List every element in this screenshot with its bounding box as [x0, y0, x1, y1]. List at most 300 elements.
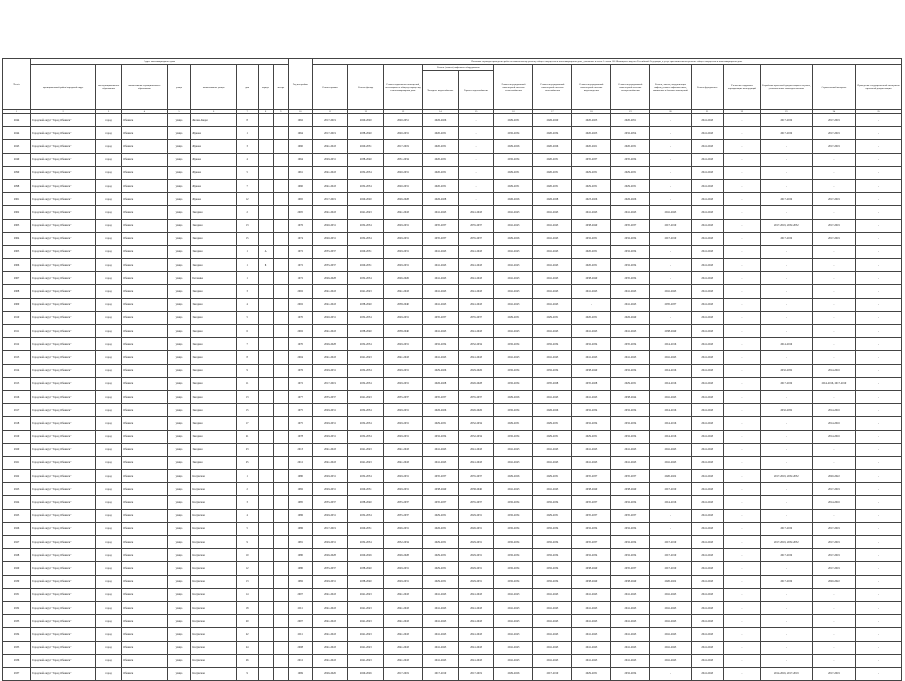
- table-cell: Обнинск: [122, 562, 167, 575]
- table-cell: 1986: [288, 509, 312, 522]
- table-cell: Б: [258, 259, 273, 272]
- header-col-22: Утепление наружных ограждающих конструкций: [723, 65, 760, 110]
- table-cell: 2032-2034: [494, 549, 533, 562]
- table-cell: 2029-2031: [572, 430, 611, 443]
- table-cell: 1962: [288, 114, 312, 127]
- table-cell: город: [96, 641, 122, 654]
- table-cell: 2041-2043: [572, 654, 611, 667]
- table-cell: улица: [167, 114, 191, 127]
- table-cell: [273, 549, 288, 562]
- table-cell: 1961: [288, 166, 312, 179]
- table-cell: город: [96, 232, 122, 245]
- table-cell: Жукова: [191, 166, 236, 179]
- table-cell: 2903: [3, 219, 31, 232]
- table-cell: Обнинск: [122, 615, 167, 628]
- table-cell: -: [723, 179, 760, 192]
- table-cell: Городской округ "Город Обнинск": [31, 456, 96, 469]
- table-cell: 2038-2040: [611, 575, 650, 588]
- table-cell: Обнинск: [122, 483, 167, 496]
- table-cell: -: [723, 390, 760, 403]
- table-cell: город: [96, 549, 122, 562]
- table-cell: -: [812, 588, 855, 601]
- table-cell: Городской округ "Город Обнинск": [31, 483, 96, 496]
- table-cell: 1981: [288, 536, 312, 549]
- table-cell: Обнинск: [122, 206, 167, 219]
- table-cell: улица: [167, 443, 191, 456]
- table-cell: 2035-2037: [611, 509, 650, 522]
- table-cell: 2029-2031: [312, 417, 348, 430]
- table-cell: 2029-2031: [384, 470, 423, 483]
- table-cell: 2026-2028: [384, 549, 423, 562]
- table-cell: 2035-2037: [458, 311, 494, 324]
- table-cell: улица: [167, 377, 191, 390]
- table-cell: Жукова: [191, 193, 236, 206]
- header-col-24: Строительный контроль: [812, 65, 855, 110]
- table-cell: 2035-2037: [423, 470, 459, 483]
- table-cell: 2017-2019: [812, 483, 855, 496]
- table-cell: 10: [236, 549, 258, 562]
- table-cell: 2041-2043: [691, 298, 723, 311]
- table-cell: 2032-2034: [348, 219, 384, 232]
- column-number: 22: [723, 110, 760, 114]
- table-row: [3, 127, 902, 140]
- table-cell: 2012: [288, 654, 312, 667]
- table-cell: Обнинск: [122, 443, 167, 456]
- table-cell: [258, 496, 273, 509]
- table-cell: -: [723, 562, 760, 575]
- table-cell: -: [856, 311, 902, 324]
- table-cell: Калужская: [191, 549, 236, 562]
- table-cell: Городской округ "Город Обнинск": [31, 390, 96, 403]
- table-cell: 2014-2016: [650, 404, 691, 417]
- table-cell: 23: [236, 443, 258, 456]
- table-cell: 2029-2031: [494, 311, 533, 324]
- table-cell: 2017-2019: [650, 549, 691, 562]
- table-cell: 2041-2043: [691, 641, 723, 654]
- table-cell: Городской округ "Город Обнинск": [31, 522, 96, 535]
- table-cell: -: [760, 245, 812, 258]
- table-cell: 2041-2043: [691, 140, 723, 153]
- table-cell: 2041-2043: [384, 601, 423, 614]
- table-cell: 2029-2026: [494, 232, 533, 245]
- table-cell: 17: [236, 417, 258, 430]
- table-cell: 2029-2026: [494, 470, 533, 483]
- table-cell: -: [760, 311, 812, 324]
- table-cell: [273, 417, 288, 430]
- table-cell: 2035-2037: [611, 470, 650, 483]
- table-cell: -: [723, 575, 760, 588]
- table-cell: -: [723, 338, 760, 351]
- table-cell: 2032-2034: [611, 232, 650, 245]
- table-cell: 2014-2016: [650, 377, 691, 390]
- table-cell: Звездная: [191, 404, 236, 417]
- table-cell: Городской округ "Город Обнинск": [31, 166, 96, 179]
- table-cell: Обнинск: [122, 166, 167, 179]
- table-cell: 2041-2043: [348, 615, 384, 628]
- table-cell: 2026-2031: [384, 522, 423, 535]
- table-cell: 2041-2043: [572, 641, 611, 654]
- table-cell: 2041-2043: [533, 259, 572, 272]
- table-row: [3, 549, 902, 562]
- header-col-10: Год постройки: [288, 59, 312, 110]
- table-cell: 2041-2043: [691, 417, 723, 430]
- table-cell: 2020-2031: [312, 219, 348, 232]
- table-cell: 2029-2031: [312, 509, 348, 522]
- column-number: 20: [650, 110, 691, 114]
- table-cell: 1975: [288, 404, 312, 417]
- table-cell: 2041-2043: [423, 272, 459, 285]
- table-body: [3, 114, 902, 681]
- table-cell: 2041-2043: [650, 615, 691, 628]
- table-cell: Калужская: [191, 536, 236, 549]
- table-cell: 2017-2019: [760, 193, 812, 206]
- table-cell: 2035-2037: [611, 562, 650, 575]
- table-cell: 5: [236, 311, 258, 324]
- table-cell: -: [723, 641, 760, 654]
- table-cell: -: [760, 588, 812, 601]
- table-cell: 2008: [288, 641, 312, 654]
- table-row: [3, 351, 902, 364]
- table-cell: Городской округ "Город Обнинск": [31, 443, 96, 456]
- table-cell: 13: [236, 575, 258, 588]
- table-cell: -: [723, 364, 760, 377]
- table-cell: 2026-2026: [423, 114, 459, 127]
- table-cell: 2017-2019: [384, 667, 423, 680]
- table-cell: 2921: [3, 456, 31, 469]
- header-col-17: Ремонт внутридомовой инженерной системы газоснабжения: [533, 65, 572, 110]
- table-cell: 2017-2019: [812, 232, 855, 245]
- table-cell: 2002: [288, 285, 312, 298]
- table-cell: 2017-2019: [760, 575, 812, 588]
- table-cell: 2029-2031: [572, 667, 611, 680]
- table-row: [3, 456, 902, 469]
- column-number: 10: [288, 110, 312, 114]
- column-number: 21: [691, 110, 723, 114]
- table-cell: [258, 430, 273, 443]
- table-cell: 2041-2043: [691, 166, 723, 179]
- table-cell: 2041-2043: [494, 588, 533, 601]
- capital-repair-schedule-sheet: [2, 58, 902, 681]
- table-cell: [273, 456, 288, 469]
- table-cell: 2032-2034: [533, 338, 572, 351]
- table-row: [3, 153, 902, 166]
- table-cell: -: [458, 114, 494, 127]
- table-cell: -: [856, 127, 902, 140]
- table-cell: 2032-2034: [494, 153, 533, 166]
- table-cell: Звездная: [191, 206, 236, 219]
- table-cell: 2041-2043: [533, 285, 572, 298]
- header-col-12: Ремонт фасада: [348, 65, 384, 110]
- table-cell: [273, 364, 288, 377]
- column-number: 19: [611, 110, 650, 114]
- table-cell: -: [856, 509, 902, 522]
- table-cell: [273, 377, 288, 390]
- table-cell: 2029-2026: [494, 140, 533, 153]
- table-cell: 2041-2043: [458, 628, 494, 641]
- table-cell: город: [96, 430, 122, 443]
- table-cell: 2932: [3, 601, 31, 614]
- table-cell: 2026-2028: [423, 377, 459, 390]
- table-cell: Городской округ "Город Обнинск": [31, 364, 96, 377]
- table-cell: Обнинск: [122, 536, 167, 549]
- table-cell: город: [96, 259, 122, 272]
- table-cell: 2020-2031: [533, 166, 572, 179]
- table-cell: Обнинск: [122, 364, 167, 377]
- table-cell: Калужская: [191, 562, 236, 575]
- table-cell: 2041-2043: [691, 285, 723, 298]
- table-cell: [258, 575, 273, 588]
- table-cell: 2020-2031: [312, 311, 348, 324]
- table-cell: 2041-2043: [494, 245, 533, 258]
- table-cell: 2026-2028: [458, 377, 494, 390]
- table-cell: 2020-2031: [384, 166, 423, 179]
- table-cell: 2041-2043: [494, 206, 533, 219]
- table-cell: 2041-2043: [691, 364, 723, 377]
- table-cell: 2032-2034: [348, 509, 384, 522]
- table-cell: -: [723, 127, 760, 140]
- table-cell: 2017-2019: [312, 114, 348, 127]
- table-cell: 2041-2043: [384, 588, 423, 601]
- table-cell: 2041-2043: [458, 206, 494, 219]
- column-number: 7: [236, 110, 258, 114]
- table-cell: 2041-2043: [423, 351, 459, 364]
- table-cell: 2029-2031: [572, 166, 611, 179]
- table-cell: 2032-2034: [494, 575, 533, 588]
- table-cell: Городской округ "Город Обнинск": [31, 127, 96, 140]
- table-cell: 1965: [288, 193, 312, 206]
- table-row: [3, 404, 902, 417]
- table-cell: 4: [236, 509, 258, 522]
- table-cell: 2032-2034: [611, 245, 650, 258]
- table-cell: город: [96, 417, 122, 430]
- table-row: [3, 496, 902, 509]
- table-cell: 2038-2040: [572, 364, 611, 377]
- table-cell: 2041-2043: [533, 390, 572, 403]
- table-cell: Обнинск: [122, 390, 167, 403]
- table-cell: город: [96, 522, 122, 535]
- table-cell: -: [812, 298, 855, 311]
- table-cell: [258, 325, 273, 338]
- table-cell: -: [856, 417, 902, 430]
- table-cell: [273, 654, 288, 667]
- table-cell: 2041-2043: [691, 667, 723, 680]
- table-row: [3, 430, 902, 443]
- table-cell: 2020-2022: [650, 575, 691, 588]
- table-cell: 2014-2016: [812, 404, 855, 417]
- table-cell: 2041-2043: [312, 601, 348, 614]
- table-cell: улица: [167, 179, 191, 192]
- table-cell: Калужская: [191, 654, 236, 667]
- table-row: [3, 193, 902, 206]
- table-cell: -: [723, 483, 760, 496]
- table-cell: 2029-2031: [533, 470, 572, 483]
- table-cell: 2041-2043: [572, 456, 611, 469]
- table-cell: -: [723, 206, 760, 219]
- table-cell: город: [96, 509, 122, 522]
- table-cell: 2041-2043: [494, 641, 533, 654]
- table-cell: 2026-2026: [611, 193, 650, 206]
- table-cell: Звездная: [191, 311, 236, 324]
- table-cell: 2032-2034: [533, 496, 572, 509]
- table-cell: Обнинск: [122, 654, 167, 667]
- table-cell: 2032-2034: [572, 417, 611, 430]
- table-cell: 2041-2043: [348, 588, 384, 601]
- table-cell: 2041-2043: [494, 259, 533, 272]
- table-cell: 2041-2043: [312, 588, 348, 601]
- table-row: [3, 179, 902, 192]
- table-cell: 2032-2034: [611, 536, 650, 549]
- table-cell: 2041-2043: [650, 390, 691, 403]
- column-number: 15: [458, 110, 494, 114]
- table-cell: 2026-2020: [533, 114, 572, 127]
- table-cell: 2041-2043: [312, 443, 348, 456]
- table-cell: 2041-2043: [423, 628, 459, 641]
- table-cell: 2029-2031: [384, 377, 423, 390]
- table-cell: Обнинск: [122, 509, 167, 522]
- table-row: [3, 259, 902, 272]
- table-cell: 2041-2043: [611, 351, 650, 364]
- table-cell: 2041-2043: [611, 628, 650, 641]
- table-cell: 2041-2043: [533, 654, 572, 667]
- table-cell: 2029-2031: [312, 430, 348, 443]
- table-cell: Звездная: [191, 245, 236, 258]
- table-cell: 2041-2043: [494, 443, 533, 456]
- table-row: [3, 588, 902, 601]
- table-cell: 2038-2040: [384, 325, 423, 338]
- table-cell: 1: [236, 470, 258, 483]
- table-cell: 2041-2043: [691, 259, 723, 272]
- table-cell: 2029-2031: [458, 509, 494, 522]
- table-cell: -: [458, 127, 494, 140]
- table-cell: 2029-2031: [384, 575, 423, 588]
- table-cell: 2041-2043: [691, 483, 723, 496]
- table-cell: 2041-2043: [494, 325, 533, 338]
- table-cell: 2029-2031: [611, 377, 650, 390]
- table-cell: 2041-2043: [494, 285, 533, 298]
- table-cell: 2032-2031: [572, 232, 611, 245]
- table-cell: 2041-2043: [494, 219, 533, 232]
- table-cell: -: [723, 114, 760, 127]
- table-cell: -: [723, 193, 760, 206]
- table-cell: Звездная: [191, 430, 236, 443]
- table-cell: 2041-2043: [348, 285, 384, 298]
- table-cell: Городской округ "Город Обнинск": [31, 641, 96, 654]
- table-cell: 7: [236, 179, 258, 192]
- table-cell: 2098: [3, 179, 31, 192]
- table-cell: 2041-2043: [533, 245, 572, 258]
- table-cell: 1964: [288, 153, 312, 166]
- table-cell: Городской округ "Город Обнинск": [31, 628, 96, 641]
- table-cell: 2911: [3, 325, 31, 338]
- table-cell: 2017-2019, 2032-2032: [760, 536, 812, 549]
- table-cell: 2041-2043: [458, 325, 494, 338]
- table-cell: 2017-2019, 2032-2032: [760, 219, 812, 232]
- table-cell: -: [760, 443, 812, 456]
- table-cell: 2035-2037: [384, 390, 423, 403]
- table-cell: 2041-2043: [533, 588, 572, 601]
- table-cell: 20: [236, 615, 258, 628]
- table-cell: 2017-2019: [812, 114, 855, 127]
- table-cell: 2041-2043: [348, 654, 384, 667]
- table-cell: 2002: [288, 325, 312, 338]
- table-cell: город: [96, 615, 122, 628]
- table-cell: -: [812, 338, 855, 351]
- table-cell: 2914: [3, 364, 31, 377]
- table-cell: 2041-2043: [458, 245, 494, 258]
- table-cell: улица: [167, 588, 191, 601]
- table-cell: 2931: [3, 588, 31, 601]
- table-cell: 2029-2031: [423, 575, 459, 588]
- table-cell: 1976: [288, 364, 312, 377]
- table-row: [3, 522, 902, 535]
- table-cell: -: [856, 549, 902, 562]
- table-cell: Калужская: [191, 470, 236, 483]
- table-cell: -: [856, 232, 902, 245]
- table-cell: 2029-2031: [611, 179, 650, 192]
- table-cell: 2017-2019: [650, 536, 691, 549]
- table-row: [3, 377, 902, 390]
- table-cell: 2029-2031: [384, 245, 423, 258]
- table-cell: 2038-2040: [348, 153, 384, 166]
- table-cell: 2041-2043: [423, 245, 459, 258]
- table-cell: [273, 641, 288, 654]
- table-cell: -: [812, 456, 855, 469]
- table-cell: 2041-2043: [572, 588, 611, 601]
- table-cell: 2035-2037: [572, 153, 611, 166]
- table-cell: 2041-2043: [533, 628, 572, 641]
- table-cell: 2032-2034: [611, 522, 650, 535]
- table-cell: 2920: [3, 443, 31, 456]
- table-cell: -: [723, 496, 760, 509]
- table-cell: Жолио-Кюри: [191, 114, 236, 127]
- table-cell: 1974: [288, 232, 312, 245]
- table-cell: 2020-2031: [384, 127, 423, 140]
- table-cell: Городской округ "Город Обнинск": [31, 470, 96, 483]
- table-cell: Калужская: [191, 641, 236, 654]
- table-cell: 2032-2032: [760, 404, 812, 417]
- table-cell: Обнинск: [122, 351, 167, 364]
- table-cell: 1970: [288, 338, 312, 351]
- table-cell: Калужская: [191, 483, 236, 496]
- table-cell: 2032-2034: [423, 338, 459, 351]
- table-cell: улица: [167, 338, 191, 351]
- table-cell: 2026-2026: [384, 272, 423, 285]
- table-cell: улица: [167, 509, 191, 522]
- table-cell: -: [856, 483, 902, 496]
- header-col-9: литера: [273, 65, 288, 110]
- table-cell: 2041-2043: [423, 654, 459, 667]
- table-cell: улица: [167, 390, 191, 403]
- table-cell: -: [760, 417, 812, 430]
- table-cell: Калужская: [191, 601, 236, 614]
- table-cell: город: [96, 390, 122, 403]
- table-cell: 2041-2043: [348, 206, 384, 219]
- table-cell: 3: [236, 285, 258, 298]
- table-cell: 2041-2043: [611, 206, 650, 219]
- table-cell: 2038-2040: [384, 298, 423, 311]
- table-cell: Обнинск: [122, 272, 167, 285]
- table-cell: 2041-2043: [458, 641, 494, 654]
- header-col-1: № п/п: [3, 59, 31, 110]
- table-cell: -: [458, 140, 494, 153]
- table-cell: -: [812, 601, 855, 614]
- table-cell: 2041-2043: [312, 140, 348, 153]
- table-cell: 2029-2031: [458, 562, 494, 575]
- table-cell: улица: [167, 575, 191, 588]
- table-cell: -: [856, 193, 902, 206]
- table-cell: -: [856, 364, 902, 377]
- table-cell: [258, 193, 273, 206]
